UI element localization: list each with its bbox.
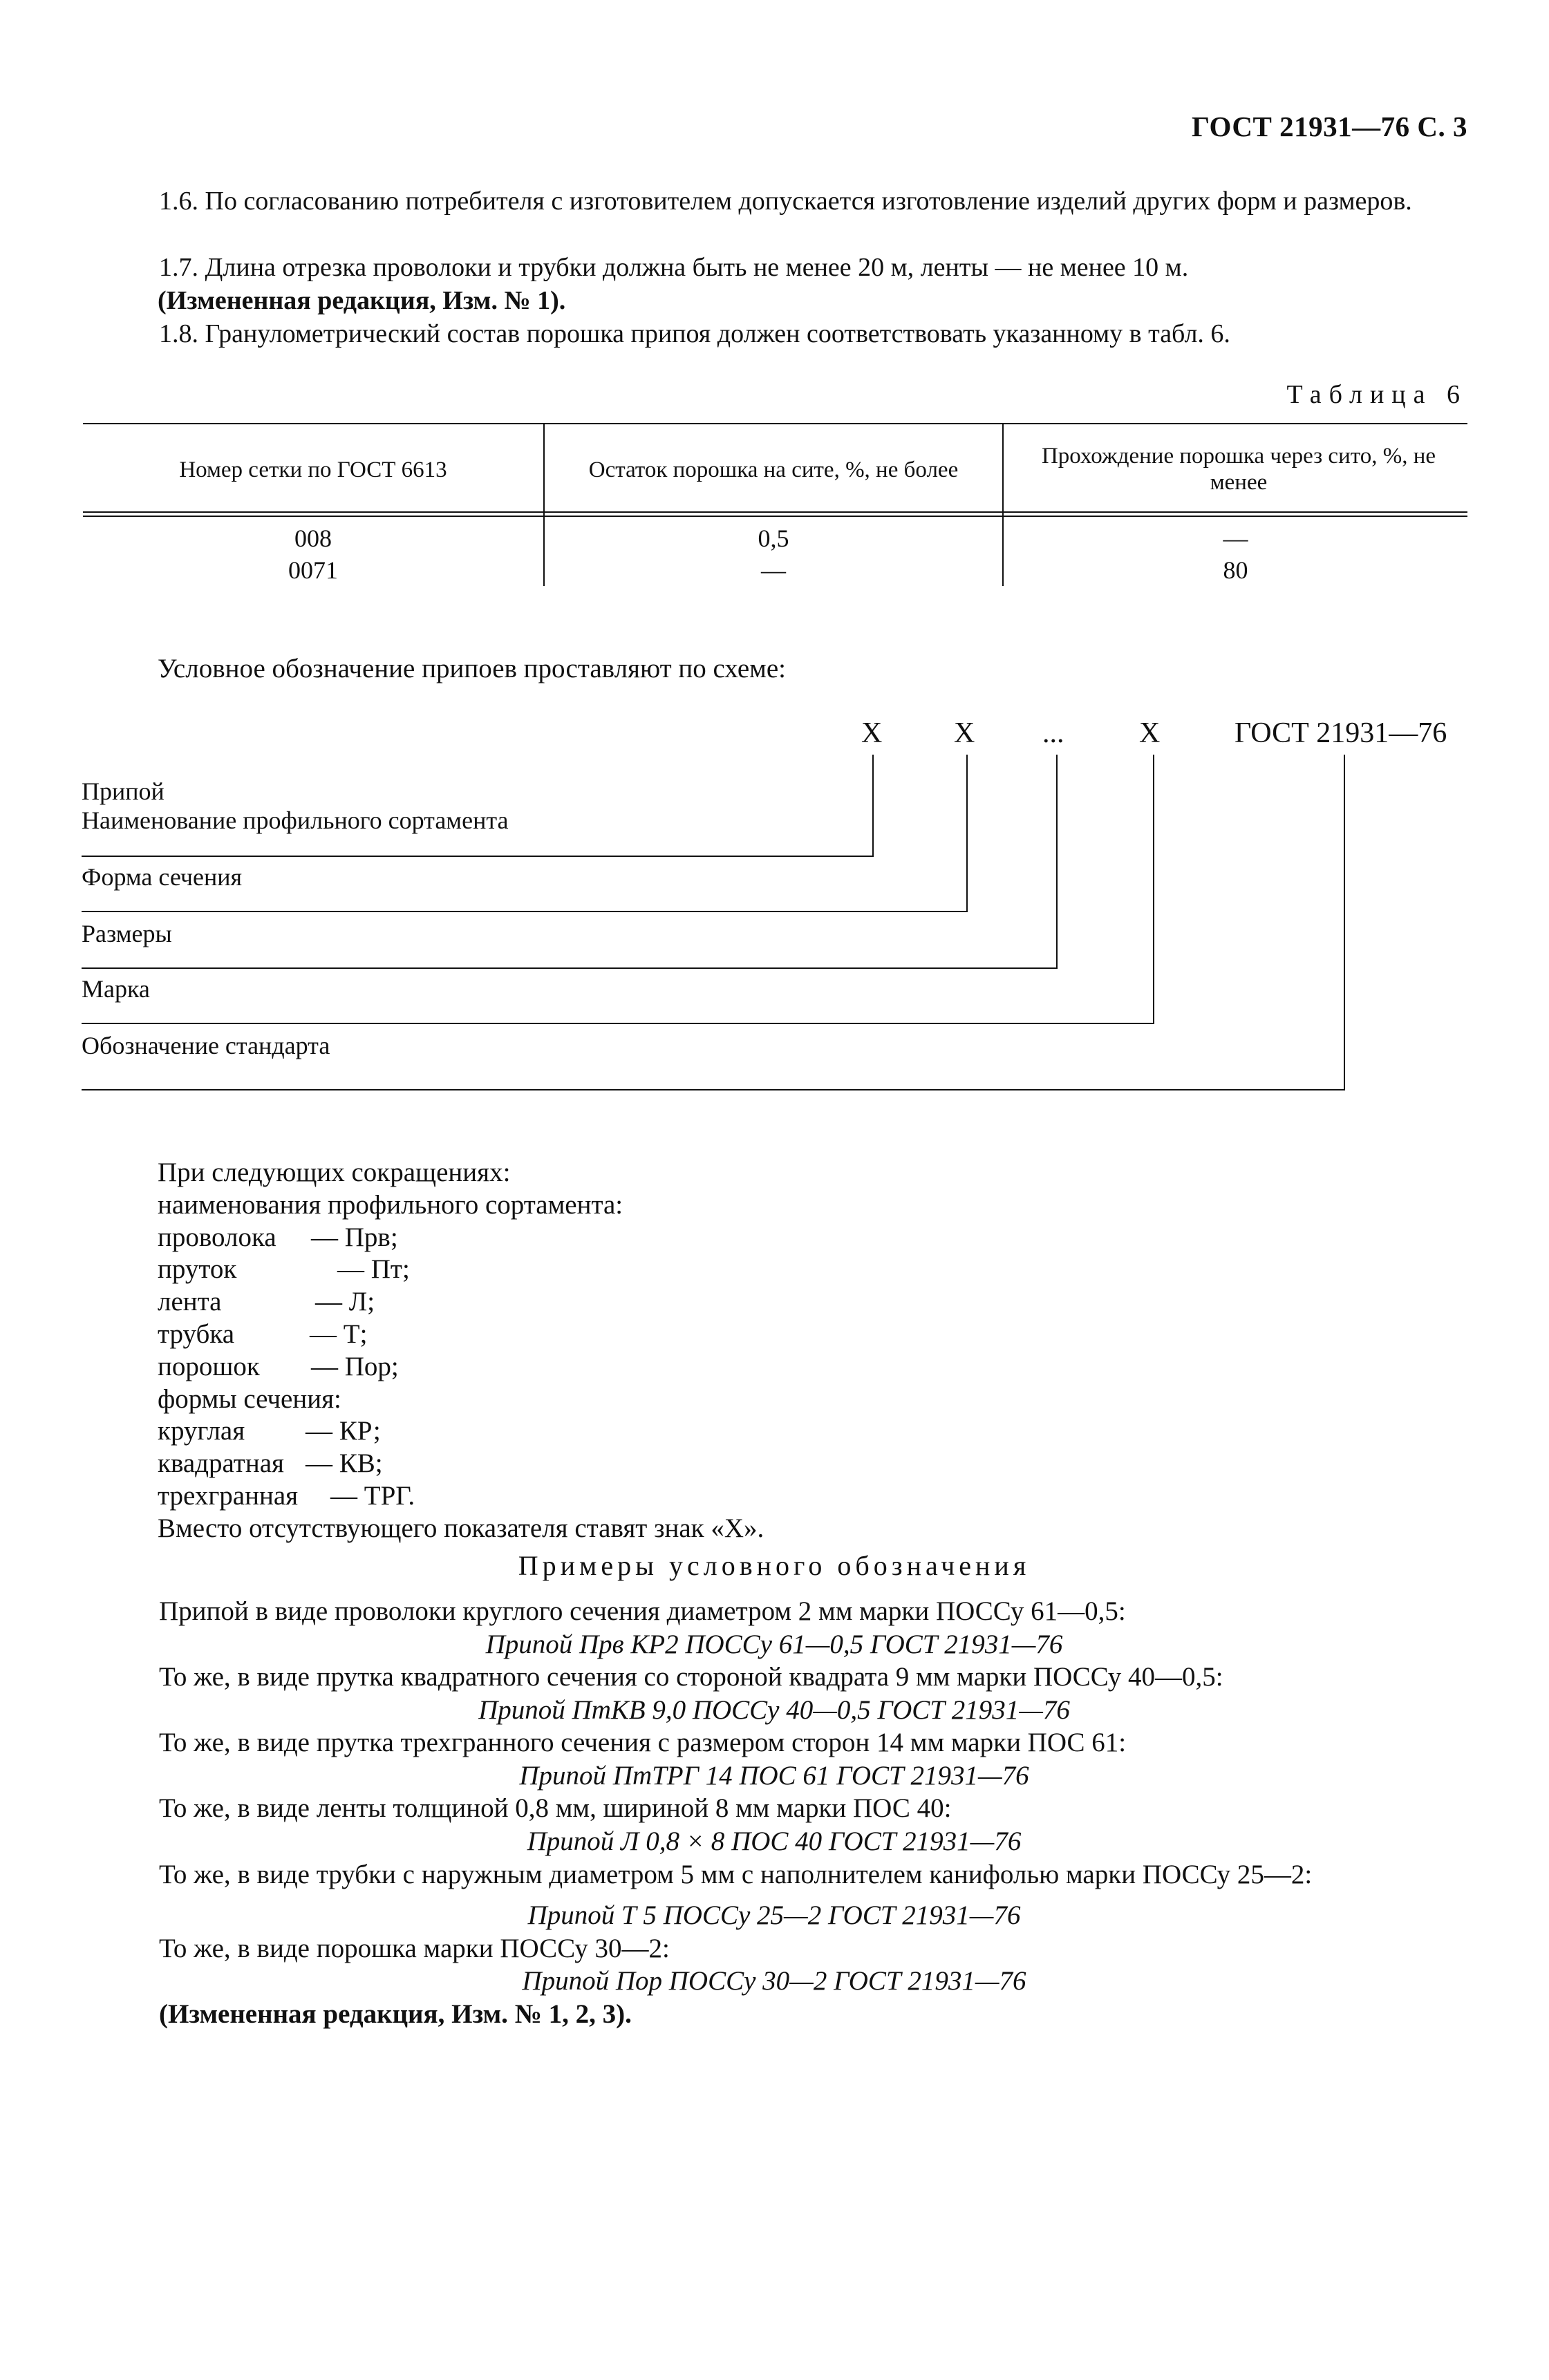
example-text: То же, в виде прутка трехгранного сечения с размером сторон 14 мм марки ПОС 61: bbox=[159, 1728, 1127, 1758]
table-header-rule-2 bbox=[83, 516, 1467, 517]
scheme-standard: ГОСТ 21931—76 bbox=[1234, 717, 1447, 749]
scheme-label-solder: Припой bbox=[82, 777, 165, 805]
scheme-leader-5 bbox=[1344, 755, 1345, 1090]
abbr-code: — КВ; bbox=[306, 1448, 383, 1479]
abbr-code: — КР; bbox=[306, 1416, 381, 1446]
example-code: Припой ПтТРГ 14 ПОС 61 ГОСТ 21931—76 bbox=[519, 1760, 1029, 1791]
list-item bbox=[158, 1351, 764, 1383]
paragraph-1-8: 1.8. Гранулометрический состав порошка припоя должен соответствовать указанному в табл. 6. bbox=[159, 319, 1230, 348]
abbr-code: — Л; bbox=[315, 1287, 375, 1317]
list-item bbox=[158, 1415, 764, 1448]
scheme-slot-ellipsis: ... bbox=[1042, 717, 1064, 749]
table-caption: Таблица 6 bbox=[1286, 380, 1467, 409]
scheme-slot-2: Х bbox=[954, 717, 975, 749]
scheme-slot-3: Х bbox=[1139, 717, 1161, 749]
scheme-label-section: Форма сечения bbox=[82, 863, 243, 891]
scheme-label-standard: Обозначение стандарта bbox=[82, 1032, 330, 1059]
scheme-intro: Условное обозначение припоев проставляют по схеме: bbox=[158, 654, 786, 683]
scheme-label-profile: Наименование профильного сортамента bbox=[82, 806, 509, 834]
list-item bbox=[158, 1286, 764, 1319]
example-code: Припой Прв КР2 ПОССу 61—0,5 ГОСТ 21931—76 bbox=[485, 1629, 1063, 1659]
abbr-name: квадратная bbox=[158, 1448, 284, 1479]
scheme-baseline-3 bbox=[82, 967, 1058, 969]
scheme-leader-2 bbox=[966, 755, 968, 912]
list-item bbox=[158, 1222, 764, 1254]
table-cell: 0071 bbox=[288, 556, 338, 584]
scheme-baseline-5 bbox=[82, 1089, 1345, 1090]
table-cell: 0,5 bbox=[758, 525, 789, 552]
table-cell: 008 bbox=[294, 525, 332, 552]
profile-list bbox=[158, 1222, 764, 1383]
example-text: То же, в виде трубки с наружным диаметром 5 мм с наполнителем канифолью марки ПОССу 25—2: bbox=[159, 1859, 1313, 1889]
abbr-name: лента bbox=[158, 1287, 222, 1317]
paragraph-1-6: 1.6. По согласованию потребителя с изготовителем допускается изготовление изделий других форм и размеров. bbox=[159, 187, 1412, 216]
table-top-rule bbox=[83, 423, 1467, 424]
example-text: То же, в виде ленты толщиной 0,8 мм, шириной 8 мм марки ПОС 40: bbox=[159, 1793, 952, 1824]
example-text: Припой в виде проволоки круглого сечения диаметром 2 мм марки ПОССу 61—0,5: bbox=[159, 1596, 1126, 1626]
scheme-baseline-4 bbox=[82, 1023, 1154, 1024]
example-text: То же, в виде прутка квадратного сечения со стороной квадрата 9 мм марки ПОССу 40—0,5: bbox=[159, 1662, 1223, 1692]
scheme-leader-3 bbox=[1056, 755, 1058, 969]
abbr-name: порошок bbox=[158, 1351, 260, 1381]
examples-title: Примеры условного обозначения bbox=[518, 1550, 1031, 1581]
abbreviations-block bbox=[158, 1157, 764, 1545]
absent-note: Вместо отсутствующего показателя ставят знак «Х». bbox=[158, 1513, 764, 1543]
abbr-name: проволока bbox=[158, 1222, 276, 1252]
examples-block bbox=[82, 1595, 1467, 2031]
example-code: Припой ПтКВ 9,0 ПОССу 40—0,5 ГОСТ 21931—76 bbox=[478, 1694, 1070, 1725]
scheme-baseline-2 bbox=[82, 911, 968, 912]
abbr-code: — Прв; bbox=[311, 1222, 398, 1252]
section-list bbox=[158, 1415, 764, 1512]
list-item bbox=[158, 1254, 764, 1286]
scheme-leader-4 bbox=[1153, 755, 1154, 1024]
abbreviations-intro: При следующих сокращениях: bbox=[158, 1158, 511, 1187]
page-header: ГОСТ 21931—76 С. 3 bbox=[1191, 111, 1467, 142]
abbr-name: пруток bbox=[158, 1254, 237, 1285]
table-header-residue: Остаток порошка на сите, %, не более bbox=[588, 457, 959, 482]
table-cell: — bbox=[1223, 525, 1248, 552]
example-text: То же, в виде порошка марки ПОССу 30—2: bbox=[159, 1933, 670, 1963]
example-code: Припой Т 5 ПОССу 25—2 ГОСТ 21931—76 bbox=[527, 1900, 1021, 1931]
list-item bbox=[158, 1480, 764, 1513]
abbr-code: — Пор; bbox=[311, 1351, 399, 1381]
table-header-mesh: Номер сетки по ГОСТ 6613 bbox=[179, 457, 447, 482]
table-cell: 80 bbox=[1223, 556, 1248, 584]
scheme-leader-1 bbox=[872, 755, 874, 857]
scheme-label-sizes: Размеры bbox=[82, 920, 172, 947]
section-title: формы сечения: bbox=[158, 1383, 341, 1414]
scheme-label-grade: Марка bbox=[82, 975, 150, 1003]
scheme-slot-1: Х bbox=[861, 717, 883, 749]
amendment-1-7: (Измененная редакция, Изм. № 1). bbox=[158, 286, 566, 315]
table-cell: — bbox=[761, 556, 786, 584]
abbr-name: круглая bbox=[158, 1416, 245, 1446]
table-header-rule-1 bbox=[83, 511, 1467, 513]
table-header-passage: Прохождение порошка через сито, %, не менее bbox=[1041, 444, 1436, 495]
example-code: Припой Л 0,8 × 8 ПОС 40 ГОСТ 21931—76 bbox=[527, 1826, 1022, 1857]
list-item bbox=[158, 1319, 764, 1351]
profile-title: наименования профильного сортамента: bbox=[158, 1189, 623, 1220]
granulometry-table bbox=[83, 423, 1467, 586]
abbr-code: — Т; bbox=[310, 1319, 368, 1349]
scheme-baseline-1 bbox=[82, 856, 874, 857]
abbr-name: трубка bbox=[158, 1319, 235, 1349]
abbr-code: — ТРГ. bbox=[330, 1480, 415, 1511]
abbr-name: трехгранная bbox=[158, 1480, 299, 1511]
examples-amendment: (Измененная редакция, Изм. № 1, 2, 3). bbox=[159, 1999, 632, 2029]
paragraph-1-7: 1.7. Длина отрезка проволоки и трубки должна быть не менее 20 м, ленты — не менее 10 м. bbox=[159, 253, 1189, 282]
example-code: Припой Пор ПОССу 30—2 ГОСТ 21931—76 bbox=[522, 1966, 1026, 1996]
abbr-code: — Пт; bbox=[337, 1254, 410, 1285]
list-item bbox=[158, 1448, 764, 1480]
